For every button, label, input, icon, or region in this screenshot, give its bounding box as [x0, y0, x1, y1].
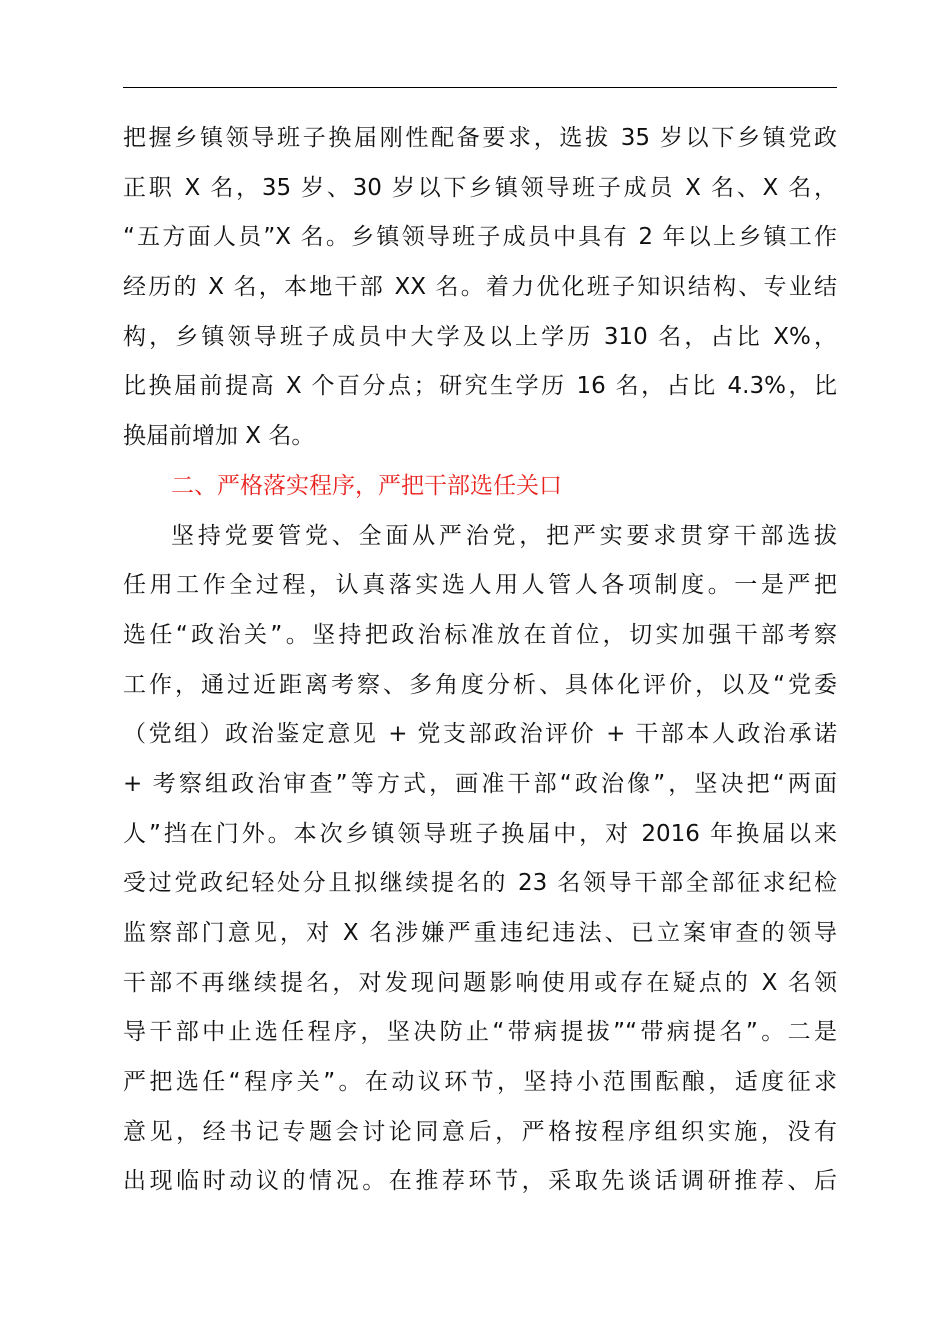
text-line: 导干部中止选任程序，坚决防止“带病提拔”“带病提名”。二是	[123, 1019, 837, 1046]
text-line: 干部不再继续提名，对发现问题影响使用或存在疑点的 X 名领	[123, 969, 837, 996]
text-line: 正职 X 名，35 岁、30 岁以下乡镇领导班子成员 X 名、X 名，	[123, 174, 837, 201]
text-line: 比换届前提高 X 个百分点；研究生学历 16 名，占比 4.3%，比	[123, 373, 837, 400]
text-line: 构，乡镇领导班子成员中大学及以上学历 310 名，占比 X%，	[123, 323, 837, 350]
text-line: 严把选任“程序关”。在动议环节，坚持小范围酝酿，适度征求	[123, 1069, 837, 1096]
text-line: 出现临时动议的情况。在推荐环节，采取先谈话调研推荐、后	[123, 1168, 837, 1195]
text-line: 任用工作全过程，认真落实选人用人管人各项制度。一是严把	[123, 572, 837, 599]
text-line: 坚持党要管党、全面从严治党，把严实要求贯穿干部选拔	[171, 522, 837, 549]
paragraph-1	[123, 114, 837, 462]
paragraph-2	[123, 512, 837, 1208]
text-line: + 考察组政治审查”等方式，画准干部“政治像”，坚决把“两面	[123, 770, 837, 797]
text-line: （党组）政治鉴定意见 + 党支部政治评价 + 干部本人政治承诺	[123, 721, 837, 748]
section-heading: 二、严格落实程序，严把干部选任关口	[171, 472, 562, 499]
text-line: 工作，通过近距离考察、多角度分析、具体化评价，以及“党委	[123, 671, 837, 698]
text-line: 选任“政治关”。坚持把政治标准放在首位，切实加强干部考察	[123, 621, 837, 648]
text-line: 监察部门意见，对 X 名涉嫌严重违纪违法、已立案审查的领导	[123, 920, 837, 946]
text-line: 换届前增加 X 名。	[123, 423, 315, 450]
text-line: 人”挡在门外。本次乡镇领导班子换届中，对 2016 年换届以来	[123, 820, 837, 847]
text-line: 把握乡镇领导班子换届刚性配备要求，选拔 35 岁以下乡镇党政	[123, 125, 837, 151]
text-line: “五方面人员”X 名。乡镇领导班子成员中具有 2 年以上乡镇工作	[123, 224, 837, 251]
text-line: 受过党政纪轻处分且拟继续提名的 23 名领导干部全部征求纪检	[123, 870, 837, 897]
document-body	[123, 114, 837, 1207]
text-line: 经历的 X 名，本地干部 XX 名。着力优化班子知识结构、专业结	[123, 274, 837, 301]
header-rule	[123, 87, 837, 88]
text-line: 意见，经书记专题会讨论同意后，严格按程序组织实施，没有	[123, 1118, 837, 1145]
